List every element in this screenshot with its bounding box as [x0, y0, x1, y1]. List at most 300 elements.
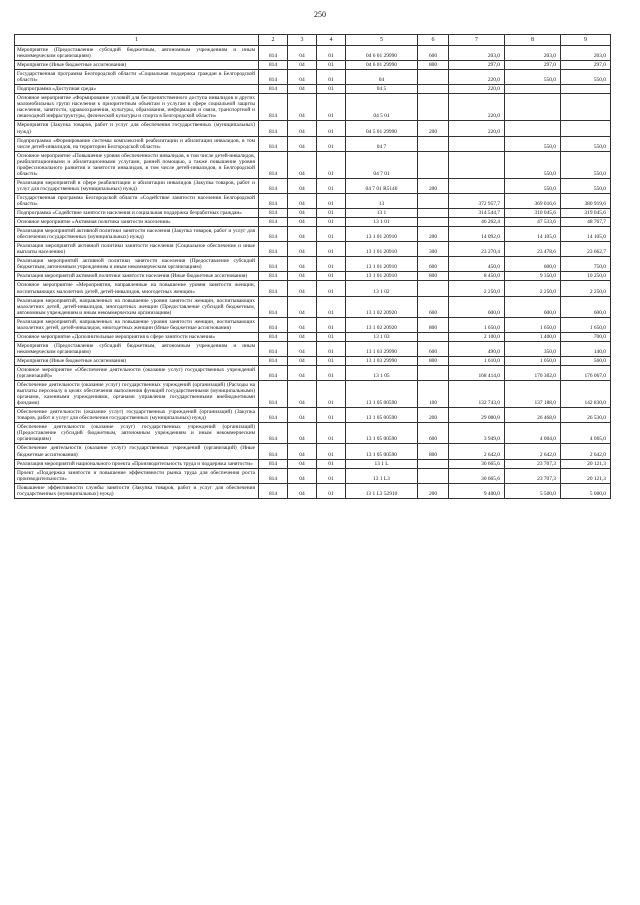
section-cell: 04 [288, 46, 317, 61]
amount-cell-year2 [505, 85, 561, 94]
header-row [15, 35, 611, 46]
admin-code-cell: 814 [259, 365, 288, 380]
expense-type-cell [418, 85, 449, 94]
amount-cell-year2: 23 478,6 [505, 242, 561, 257]
section-cell: 04 [288, 242, 317, 257]
table-row [15, 459, 611, 468]
header-cell: 1 [15, 35, 259, 46]
expense-type-cell [418, 94, 449, 121]
table-row [15, 70, 611, 85]
target-article-cell: 13 1 01 20910 [346, 272, 418, 281]
name-cell: Проект «Поддержка занятости и повышение эффективности рынка труда для обеспечения роста производительности» [15, 468, 259, 483]
amount-cell-year3: 550,0 [561, 136, 611, 151]
target-article-cell: 13 1 01 20910 [346, 242, 418, 257]
amount-cell-year3 [561, 85, 611, 94]
amount-cell-year2: 2 642,0 [505, 444, 561, 459]
admin-code-cell: 814 [259, 61, 288, 70]
amount-cell-year1 [449, 136, 505, 151]
subsection-cell: 01 [317, 242, 346, 257]
admin-code-cell: 814 [259, 218, 288, 227]
table-row [15, 218, 611, 227]
target-article-cell: 13 1 03 29990 [346, 341, 418, 356]
amount-cell-year3: 380 919,6 [561, 193, 611, 208]
admin-code-cell: 814 [259, 459, 288, 468]
amount-cell-year3: 20 121,3 [561, 459, 611, 468]
section-cell: 04 [288, 178, 317, 193]
amount-cell-year2: 1 050,0 [505, 356, 561, 365]
section-cell: 04 [288, 85, 317, 94]
expense-type-cell [418, 365, 449, 380]
target-article-cell: 13 1 02 [346, 281, 418, 296]
amount-cell-year3: 2 250,0 [561, 281, 611, 296]
expense-type-cell: 600 [418, 257, 449, 272]
amount-cell-year1: 314 544,7 [449, 209, 505, 218]
admin-code-cell: 814 [259, 193, 288, 208]
expense-type-cell: 200 [418, 121, 449, 136]
header-cell: 5 [346, 35, 418, 46]
section-cell: 04 [288, 70, 317, 85]
target-article-cell: 13 1 02 20920 [346, 296, 418, 317]
amount-cell-year2: 297,0 [505, 61, 561, 70]
subsection-cell: 01 [317, 85, 346, 94]
expense-type-cell [418, 193, 449, 208]
name-cell: Мероприятия (Иные бюджетные ассигнования) [15, 356, 259, 365]
subsection-cell: 01 [317, 444, 346, 459]
amount-cell-year3: 2 642,0 [561, 444, 611, 459]
admin-code-cell: 814 [259, 381, 288, 408]
name-cell: Подпрограмма «Формирование системы комплексной реабилитации и абилитации инвалидов, в том числе детей-инвалидов, на территории Белгородской области» [15, 136, 259, 151]
expense-type-cell: 600 [418, 46, 449, 61]
table-row [15, 365, 611, 380]
name-cell: Мероприятия (Закупка товаров, работ и услуг для обеспечения государственных (муниципальных) нужд) [15, 121, 259, 136]
table-row [15, 281, 611, 296]
amount-cell-year1: 1 650,0 [449, 317, 505, 332]
amount-cell-year1 [449, 151, 505, 178]
section-cell: 04 [288, 272, 317, 281]
admin-code-cell: 814 [259, 46, 288, 61]
target-article-cell: 13 1 03 [346, 332, 418, 341]
table-row [15, 178, 611, 193]
amount-cell-year3: 20 121,3 [561, 468, 611, 483]
admin-code-cell: 814 [259, 70, 288, 85]
expense-type-cell: 800 [418, 272, 449, 281]
target-article-cell: 13 1 01 [346, 218, 418, 227]
target-article-cell: 13 1 L3 52910 [346, 483, 418, 498]
expense-type-cell [418, 459, 449, 468]
name-cell: Реализация мероприятий национального проекта «Производительность труда и поддержка занятости» [15, 459, 259, 468]
header-cell: 7 [449, 35, 505, 46]
target-article-cell: 04 6 01 29990 [346, 46, 418, 61]
section-cell: 04 [288, 227, 317, 242]
amount-cell-year2: 26 468,0 [505, 408, 561, 423]
name-cell: Основное мероприятие «Обеспечение деятельности (оказание услуг) государственных учреждений (организаций)» [15, 365, 259, 380]
subsection-cell: 01 [317, 356, 346, 365]
name-cell: Обеспечение деятельности (оказание услуг) государственных учреждений (организаций) (Иные бюджетные ассигнования) [15, 444, 259, 459]
target-article-cell: 13 1 L [346, 459, 418, 468]
name-cell: Реализация мероприятий активной политики занятости населения (Предоставление субсидий бюджетным, автономным учреждениям и иным некоммерческим организациям) [15, 257, 259, 272]
amount-cell-year2 [505, 121, 561, 136]
amount-cell-year2: 5 500,0 [505, 483, 561, 498]
amount-cell-year2: 550,0 [505, 178, 561, 193]
amount-cell-year3: 700,0 [561, 332, 611, 341]
table-row [15, 332, 611, 341]
target-article-cell: 04 [346, 70, 418, 85]
name-cell: Повышение эффективности службы занятости (Закупка товаров, работ и услуг для обеспечения государственных (муниципальных) нужд) [15, 483, 259, 498]
admin-code-cell: 814 [259, 296, 288, 317]
expense-type-cell: 200 [418, 178, 449, 193]
target-article-cell: 13 1 05 00590 [346, 381, 418, 408]
target-article-cell: 13 1 03 29990 [346, 356, 418, 365]
expense-type-cell [418, 209, 449, 218]
amount-cell-year1: 14 092,0 [449, 227, 505, 242]
target-article-cell: 04 5 01 [346, 94, 418, 121]
name-cell: Реализация мероприятий активной политики занятости населения (Закупка товаров, работ и услуг для обеспечения государственных (муниципальных) нужд) [15, 227, 259, 242]
section-cell: 04 [288, 381, 317, 408]
table-row [15, 121, 611, 136]
subsection-cell: 01 [317, 218, 346, 227]
amount-cell-year1: 220,0 [449, 94, 505, 121]
admin-code-cell: 814 [259, 468, 288, 483]
amount-cell-year2: 4 004,0 [505, 423, 561, 444]
amount-cell-year1: 220,0 [449, 121, 505, 136]
amount-cell-year1: 1 610,0 [449, 356, 505, 365]
amount-cell-year1: 46 262,4 [449, 218, 505, 227]
expense-type-cell: 600 [418, 423, 449, 444]
amount-cell-year1 [449, 178, 505, 193]
target-article-cell: 04 7 01 [346, 151, 418, 178]
expense-type-cell [418, 151, 449, 178]
expense-type-cell: 600 [418, 341, 449, 356]
target-article-cell: 13 1 L3 [346, 468, 418, 483]
name-cell: Подпрограмма «Содействие занятости населения и социальная поддержка безработных граждан» [15, 209, 259, 218]
name-cell: Государственная программа Белгородской области «Содействие занятости населения Белгородской области» [15, 193, 259, 208]
subsection-cell: 01 [317, 257, 346, 272]
expense-type-cell: 800 [418, 317, 449, 332]
section-cell: 04 [288, 61, 317, 70]
subsection-cell: 01 [317, 121, 346, 136]
amount-cell-year2: 369 016,6 [505, 193, 561, 208]
amount-cell-year1: 2 642,0 [449, 444, 505, 459]
name-cell: Основное мероприятие «Повышение уровня обеспеченности инвалидов, в том числе детей-инвалидов, реабилитационными и абилитационными услугами, ранней помощью, а также повышение уровня профессионального развития и занятости инвалидов, в том числе детей-инвалидов, в Белгородской области» [15, 151, 259, 178]
amount-cell-year2: 550,0 [505, 136, 561, 151]
amount-cell-year3: 600,0 [561, 296, 611, 317]
section-cell: 04 [288, 193, 317, 208]
subsection-cell: 01 [317, 151, 346, 178]
amount-cell-year1: 132 743,0 [449, 381, 505, 408]
table-row [15, 423, 611, 444]
expense-type-cell: 800 [418, 61, 449, 70]
amount-cell-year2: 23 707,3 [505, 459, 561, 468]
table-row [15, 381, 611, 408]
admin-code-cell: 814 [259, 121, 288, 136]
table-row [15, 227, 611, 242]
amount-cell-year1: 220,0 [449, 85, 505, 94]
subsection-cell: 01 [317, 227, 346, 242]
table-row [15, 272, 611, 281]
amount-cell-year3: 297,0 [561, 61, 611, 70]
amount-cell-year3: 550,0 [561, 151, 611, 178]
subsection-cell: 01 [317, 332, 346, 341]
section-cell: 04 [288, 444, 317, 459]
amount-cell-year3 [561, 94, 611, 121]
subsection-cell: 01 [317, 317, 346, 332]
name-cell: Государственная программа Белгородской области «Социальная поддержка граждан в Белгородской области» [15, 70, 259, 85]
section-cell: 04 [288, 483, 317, 498]
table-row [15, 356, 611, 365]
amount-cell-year2: 9 350,0 [505, 272, 561, 281]
name-cell: Обеспечение деятельности (оказание услуг) государственных учреждений (организаций) (Предоставление субсидий бюджетным, автономным учреждениям и иным некоммерческим организациям) [15, 423, 259, 444]
amount-cell-year2: 47 533,6 [505, 218, 561, 227]
amount-cell-year1: 600,0 [449, 296, 505, 317]
expense-type-cell: 200 [418, 408, 449, 423]
table-row [15, 468, 611, 483]
table-row [15, 242, 611, 257]
subsection-cell: 01 [317, 46, 346, 61]
name-cell: Реализация мероприятий в сфере реабилитации и абилитации инвалидов (Закупка товаров, работ и услуг для государственных (муниципальных) нужд) [15, 178, 259, 193]
table-row [15, 136, 611, 151]
table-row [15, 151, 611, 178]
amount-cell-year3: 1 650,0 [561, 317, 611, 332]
header-cell: 9 [561, 35, 611, 46]
header-cell: 2 [259, 35, 288, 46]
admin-code-cell: 814 [259, 272, 288, 281]
amount-cell-year3: 10 250,0 [561, 272, 611, 281]
target-article-cell: 04 7 [346, 136, 418, 151]
name-cell: Реализация мероприятий, направленных на повышение уровня занятости женщин, воспитывающих малолетних детей, детей-инвалидов, многодетных женщин (Предоставление субсидий бюджетным, автономным учреждениям и иным некоммерческим организациям) [15, 296, 259, 317]
subsection-cell: 01 [317, 178, 346, 193]
amount-cell-year2: 310 045,6 [505, 209, 561, 218]
subsection-cell: 01 [317, 483, 346, 498]
table-row [15, 61, 611, 70]
section-cell: 04 [288, 281, 317, 296]
amount-cell-year1: 3 949,0 [449, 423, 505, 444]
target-article-cell: 04 7 01 R5140 [346, 178, 418, 193]
expense-type-cell [418, 136, 449, 151]
target-article-cell: 04 6 01 29990 [346, 61, 418, 70]
target-article-cell: 13 1 01 20910 [346, 227, 418, 242]
section-cell: 04 [288, 408, 317, 423]
amount-cell-year3: 5 000,0 [561, 483, 611, 498]
amount-cell-year3: 48 767,7 [561, 218, 611, 227]
amount-cell-year3: 550,0 [561, 70, 611, 85]
section-cell: 04 [288, 365, 317, 380]
amount-cell-year1: 220,0 [449, 70, 505, 85]
subsection-cell: 01 [317, 365, 346, 380]
amount-cell-year2: 1 650,0 [505, 317, 561, 332]
name-cell: Мероприятие (Предоставление субсидий бюджетным, автономным учреждениям и иным некоммерческим организациям) [15, 46, 259, 61]
header-cell: 6 [418, 35, 449, 46]
section-cell: 04 [288, 257, 317, 272]
expense-type-cell [418, 468, 449, 483]
subsection-cell: 01 [317, 408, 346, 423]
admin-code-cell: 814 [259, 356, 288, 365]
admin-code-cell: 814 [259, 85, 288, 94]
amount-cell-year3: 23 662,7 [561, 242, 611, 257]
admin-code-cell: 814 [259, 281, 288, 296]
subsection-cell: 01 [317, 459, 346, 468]
amount-cell-year2: 550,0 [505, 151, 561, 178]
subsection-cell: 01 [317, 341, 346, 356]
section-cell: 04 [288, 341, 317, 356]
name-cell: Обеспечение деятельности (оказание услуг) государственных учреждений (организаций) (Расходы на выплаты персоналу в целях обеспечения выполнения функций государственными (муниципальными) органами, казенными учреждениями, органами управления государственными внебюджетными фондами) [15, 381, 259, 408]
target-article-cell: 13 1 01 20910 [346, 257, 418, 272]
name-cell: Мероприятие (Иные бюджетные ассигнования) [15, 61, 259, 70]
subsection-cell: 01 [317, 272, 346, 281]
amount-cell-year3: 319 045,6 [561, 209, 611, 218]
section-cell: 04 [288, 332, 317, 341]
table-row [15, 193, 611, 208]
target-article-cell: 04 5 01 29990 [346, 121, 418, 136]
admin-code-cell: 814 [259, 242, 288, 257]
admin-code-cell: 814 [259, 209, 288, 218]
amount-cell-year3: 203,0 [561, 46, 611, 61]
section-cell: 04 [288, 468, 317, 483]
page-number: 250 [314, 10, 326, 19]
name-cell: Основное мероприятие «Активная политика занятости населения» [15, 218, 259, 227]
amount-cell-year2: 350,0 [505, 341, 561, 356]
amount-cell-year1: 297,0 [449, 61, 505, 70]
admin-code-cell: 814 [259, 483, 288, 498]
amount-cell-year3: 560,0 [561, 356, 611, 365]
section-cell: 04 [288, 356, 317, 365]
subsection-cell: 01 [317, 296, 346, 317]
target-article-cell: 13 1 02 20920 [346, 317, 418, 332]
name-cell: Подпрограмма «Доступная среда» [15, 85, 259, 94]
section-cell: 04 [288, 296, 317, 317]
admin-code-cell: 814 [259, 178, 288, 193]
amount-cell-year2: 14 105,0 [505, 227, 561, 242]
amount-cell-year1: 372 957,7 [449, 193, 505, 208]
target-article-cell: 13 1 05 00590 [346, 444, 418, 459]
section-cell: 04 [288, 459, 317, 468]
admin-code-cell: 814 [259, 257, 288, 272]
section-cell: 04 [288, 218, 317, 227]
amount-cell-year3: 4 065,0 [561, 423, 611, 444]
table-row [15, 257, 611, 272]
subsection-cell: 01 [317, 61, 346, 70]
amount-cell-year3: 550,0 [561, 178, 611, 193]
admin-code-cell: 814 [259, 151, 288, 178]
table-body [15, 46, 611, 499]
admin-code-cell: 814 [259, 341, 288, 356]
expense-type-cell: 200 [418, 227, 449, 242]
target-article-cell: 13 [346, 193, 418, 208]
expense-type-cell [418, 281, 449, 296]
table-row [15, 46, 611, 61]
amount-cell-year1: 30 665,6 [449, 468, 505, 483]
header-cell: 8 [505, 35, 561, 46]
expense-type-cell: 800 [418, 356, 449, 365]
subsection-cell: 01 [317, 423, 346, 444]
amount-cell-year2: 170 302,0 [505, 365, 561, 380]
target-article-cell: 04 5 [346, 85, 418, 94]
subsection-cell: 01 [317, 136, 346, 151]
subsection-cell: 01 [317, 94, 346, 121]
amount-cell-year1: 2 250,0 [449, 281, 505, 296]
amount-cell-year2: 203,0 [505, 46, 561, 61]
amount-cell-year1: 168 414,0 [449, 365, 505, 380]
table-row [15, 209, 611, 218]
subsection-cell: 01 [317, 193, 346, 208]
amount-cell-year2: 600,0 [505, 257, 561, 272]
subsection-cell: 01 [317, 209, 346, 218]
amount-cell-year1: 30 665,6 [449, 459, 505, 468]
section-cell: 04 [288, 136, 317, 151]
section-cell: 04 [288, 94, 317, 121]
amount-cell-year1: 8 450,0 [449, 272, 505, 281]
table-row [15, 483, 611, 498]
subsection-cell: 01 [317, 381, 346, 408]
budget-table [14, 34, 611, 499]
name-cell: Основное мероприятие «Формирование условий для беспрепятственного доступа инвалидов и других маломобильных групп населения к приоритетным объектам и услугам в сфере социальной защиты населения, занятости, здравоохранения, культуры, образования, информации и связи, транспортной и пешеходной инфраструктуры, физической культуры и спорта в Белгородской области» [15, 94, 259, 121]
amount-cell-year3: 142 830,0 [561, 381, 611, 408]
header-cell: 3 [288, 35, 317, 46]
expense-type-cell [418, 218, 449, 227]
name-cell: Реализация мероприятий, направленных на повышение уровня занятости женщин, воспитывающих малолетних детей, детей-инвалидов, многодетных женщин (Иные бюджетные ассигнования) [15, 317, 259, 332]
amount-cell-year1: 490,0 [449, 341, 505, 356]
amount-cell-year1: 450,0 [449, 257, 505, 272]
section-cell: 04 [288, 121, 317, 136]
expense-type-cell: 100 [418, 381, 449, 408]
amount-cell-year3: 14 105,0 [561, 227, 611, 242]
table-row [15, 341, 611, 356]
amount-cell-year1: 9 400,0 [449, 483, 505, 498]
admin-code-cell: 814 [259, 136, 288, 151]
admin-code-cell: 814 [259, 332, 288, 341]
section-cell: 04 [288, 317, 317, 332]
admin-code-cell: 814 [259, 444, 288, 459]
table-row [15, 85, 611, 94]
amount-cell-year2: 23 707,3 [505, 468, 561, 483]
table-row [15, 94, 611, 121]
section-cell: 04 [288, 151, 317, 178]
target-article-cell: 13 1 05 00590 [346, 423, 418, 444]
header-cell: 4 [317, 35, 346, 46]
expense-type-cell [418, 332, 449, 341]
name-cell: Основное мероприятие «Дополнительные мероприятия в сфере занятости населения» [15, 332, 259, 341]
admin-code-cell: 814 [259, 408, 288, 423]
expense-type-cell: 200 [418, 483, 449, 498]
expense-type-cell: 600 [418, 296, 449, 317]
name-cell: Реализация мероприятий активной политики занятости населения (Социальное обеспечение и иные выплаты населению) [15, 242, 259, 257]
amount-cell-year1: 23 270,4 [449, 242, 505, 257]
target-article-cell: 13 1 05 [346, 365, 418, 380]
amount-cell-year2: 600,0 [505, 296, 561, 317]
subsection-cell: 01 [317, 70, 346, 85]
name-cell: Реализация мероприятий активной политики занятости населения (Иные бюджетные ассигнования) [15, 272, 259, 281]
table-row [15, 317, 611, 332]
amount-cell-year2: 137 188,0 [505, 381, 561, 408]
name-cell: Обеспечение деятельности (оказание услуг) государственных учреждений (организаций) (Закупка товаров, работ и услуг для обеспечения государственных (муниципальных) нужд) [15, 408, 259, 423]
table-row [15, 444, 611, 459]
expense-type-cell: 300 [418, 242, 449, 257]
table-row [15, 408, 611, 423]
section-cell: 04 [288, 423, 317, 444]
amount-cell-year3: 140,0 [561, 341, 611, 356]
admin-code-cell: 814 [259, 227, 288, 242]
expense-type-cell [418, 70, 449, 85]
admin-code-cell: 814 [259, 423, 288, 444]
amount-cell-year2: 2 250,0 [505, 281, 561, 296]
amount-cell-year1: 29 080,0 [449, 408, 505, 423]
amount-cell-year3 [561, 121, 611, 136]
admin-code-cell: 814 [259, 317, 288, 332]
section-cell: 04 [288, 209, 317, 218]
amount-cell-year1: 203,0 [449, 46, 505, 61]
name-cell: Основное мероприятие «Мероприятия, направленные на повышение уровня занятости женщин, воспитывающих малолетних детей, детей-инвалидов, многодетных женщин» [15, 281, 259, 296]
expense-type-cell: 800 [418, 444, 449, 459]
amount-cell-year2 [505, 94, 561, 121]
